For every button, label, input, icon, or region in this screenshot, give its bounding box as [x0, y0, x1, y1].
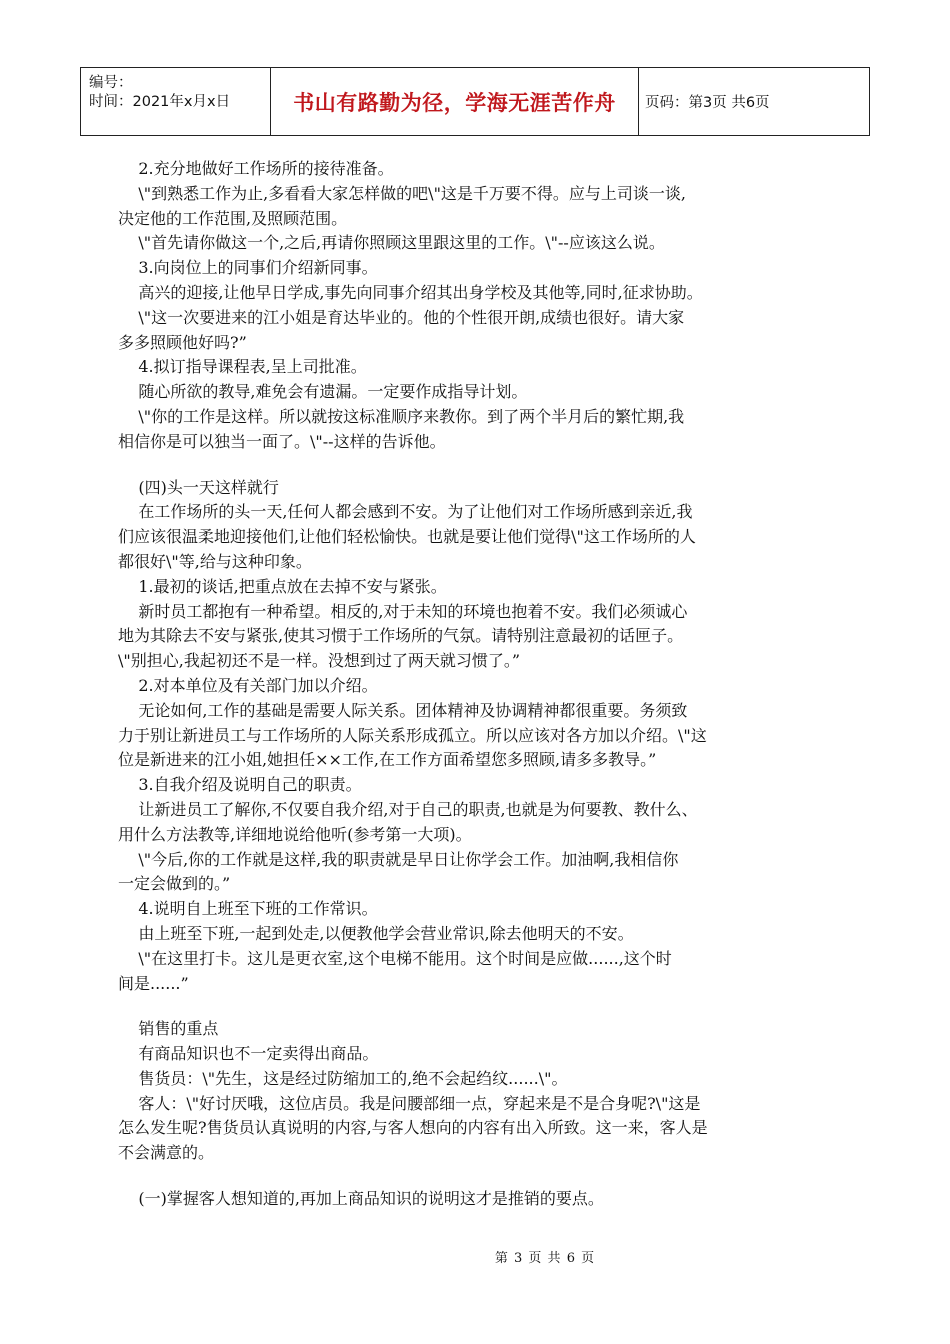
paragraph: 决定他的工作范围,及照顾范围。	[118, 208, 348, 228]
paragraph: 由上班至下班,一起到处走,以便教他学会营业常识,除去他明天的不安。	[118, 923, 634, 943]
header-motto: 书山有路勤为径，学海无涯苦作舟	[271, 68, 639, 135]
paragraph: 都很好\"等,给与这种印象。	[118, 551, 312, 571]
section-heading: (四)头一天这样就行	[118, 477, 279, 497]
paragraph: 3.向岗位上的同事们介绍新同事。	[118, 258, 378, 278]
paragraph: 有商品知识也不一定卖得出商品。	[118, 1044, 379, 1064]
paragraph: 间是......”	[118, 973, 189, 993]
paragraph: 让新进员工了解你,不仅要自我介绍,对于自己的职责,也就是为何要教、教什么、	[118, 799, 698, 819]
paragraph: 不会满意的。	[118, 1143, 215, 1163]
paragraph: \"在这里打卡。这儿是更衣室,这个电梯不能用。这个时间是应做......,这个时	[118, 948, 672, 968]
paragraph: 新时员工都抱有一种希望。相反的,对于未知的环境也抱着不安。我们必须诚心	[118, 601, 688, 621]
header-meta	[81, 68, 271, 135]
paragraph: 3.自我介绍及说明自己的职责。	[118, 775, 362, 795]
header-table	[80, 67, 870, 136]
paragraph: 相信你是可以独当一面了。\"--这样的告诉他。	[118, 431, 446, 451]
paragraph: \"别担心,我起初还不是一样。没想到过了两天就习惯了。”	[118, 651, 521, 671]
paragraph: 4.拟订指导课程表,呈上司批准。	[118, 357, 367, 377]
header-page-label: 页码：第3页 共6页	[645, 95, 770, 111]
date-label: 时间：2021年x月x日	[89, 94, 231, 110]
paragraph: 怎么发生呢?售货员认真说明的内容,与客人想向的内容有出入所致。这一来，客人是	[118, 1118, 708, 1138]
paragraph: 客人：\"好讨厌哦，这位店员。我是问腰部细一点，穿起来是不是合身呢?\"这是	[118, 1093, 701, 1113]
paragraph: 多多照顾他好吗?”	[118, 332, 247, 352]
page-footer: 第 3 页 共 6 页	[494, 1251, 596, 1266]
paragraph: \"这一次要进来的江小姐是育达毕业的。他的个性很开朗,成绩也很好。请大家	[118, 307, 685, 327]
paragraph: 1.最初的谈话,把重点放在去掉不安与紧张。	[118, 576, 447, 596]
paragraph: 们应该很温柔地迎接他们,让他们轻松愉快。也就是要让他们觉得\"这工作场所的人	[118, 527, 696, 547]
number-label: 编号：	[89, 75, 133, 91]
paragraph: 一定会做到的。”	[118, 874, 231, 894]
paragraph: 位是新进来的江小姐,她担任××工作,在工作方面希望您多照顾,请多多教导。”	[118, 750, 657, 770]
paragraph: 2.充分地做好工作场所的接待准备。	[118, 159, 394, 178]
paragraph: 售货员：\"先生，这是经过防缩加工的,绝不会起绉纹......\"。	[118, 1068, 568, 1088]
paragraph: \"首先请你做这一个,之后,再请你照顾这里跟这里的工作。\"--应该这么说。	[118, 233, 665, 253]
paragraph: 地为其除去不安与紧张,使其习惯于工作场所的气氛。请特别注意最初的话匣子。	[118, 626, 684, 646]
paragraph: 随心所欲的教导,难免会有遗漏。一定要作成指导计划。	[118, 382, 528, 402]
paragraph: \"到熟悉工作为止,多看看大家怎样做的吧\"这是千万要不得。应与上司谈一谈,	[118, 183, 687, 203]
section-heading: 销售的重点	[118, 1019, 219, 1039]
document-body	[118, 157, 844, 1212]
paragraph: 无论如何,工作的基础是需要人际关系。团体精神及协调精神都很重要。务须致	[118, 700, 688, 720]
paragraph: 高兴的迎接,让他早日学成,事先向同事介绍其出身学校及其他等,同时,征求协助。	[118, 282, 703, 302]
paragraph: 在工作场所的头一天,任何人都会感到不安。为了让他们对工作场所感到亲近,我	[118, 502, 693, 522]
paragraph: 2.对本单位及有关部门加以介绍。	[118, 675, 378, 695]
section-heading: (一)掌握客人想知道的,再加上商品知识的说明这才是推销的要点。	[118, 1189, 604, 1209]
paragraph: \"今后,你的工作就是这样,我的职责就是早日让你学会工作。加油啊,我相信你	[118, 849, 679, 869]
paragraph: \"你的工作是这样。所以就按这标准顺序来教你。到了两个半月后的繁忙期,我	[118, 406, 685, 426]
paragraph: 用什么方法教等,详细地说给他听(参考第一大项)。	[118, 824, 472, 844]
paragraph: 力于别让新进员工与工作场所的人际关系形成孤立。所以应该对各方加以介绍。\"这	[118, 725, 707, 745]
paragraph: 4.说明自上班至下班的工作常识。	[118, 899, 378, 919]
